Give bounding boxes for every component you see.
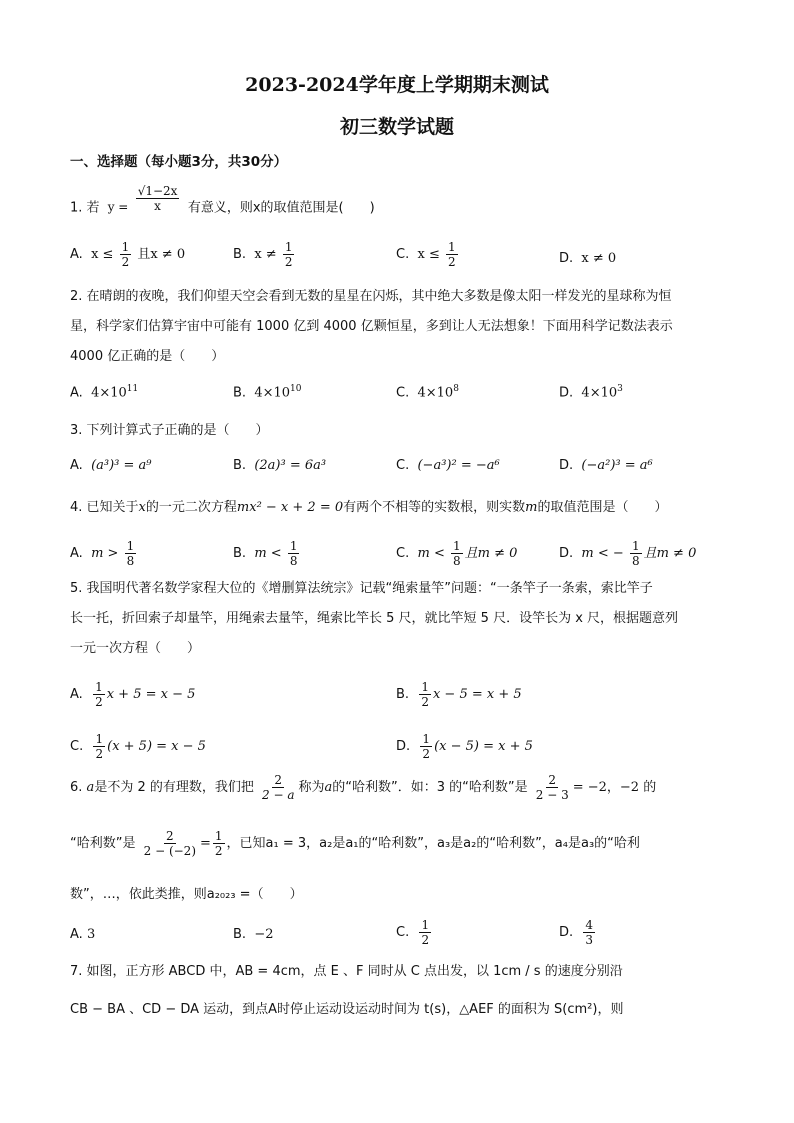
q2-option-c[interactable]: C. $4\times 10^8$	[396, 384, 459, 401]
q1-option-d[interactable]: D. x ≠ 0	[559, 251, 617, 266]
question-6-line-2: “哈利数”是 $\frac{2}{2 - (-2)}$ = $\frac{1}{2}$ ，已知a₁ = 3，a₂是a₁的“哈利数”，a₃是a₂的“哈利数”，a₄是a₃的“哈利	[70, 829, 640, 858]
q3-option-b[interactable]: B. (2a)³ = 6a³	[233, 458, 327, 473]
q2-option-d[interactable]: D. $4\times 10^3$	[559, 384, 623, 401]
q2-option-a[interactable]: A. $4\times 10^{11}$	[70, 384, 139, 401]
q5-option-d[interactable]: D. $\frac{1}{2}$ (x − 5) = x + 5	[396, 732, 533, 761]
question-2-line-3: 4000 亿正确的是（ ）	[70, 349, 225, 364]
q2-option-b[interactable]: B. $4\times 10^{10}$	[233, 384, 302, 401]
question-5-line-3: 一元一次方程（ ）	[70, 641, 201, 656]
q6-option-d[interactable]: D. $\frac{4}{3}$	[559, 918, 594, 947]
exam-title: 2023-2024学年度上学期期末测试	[245, 74, 549, 96]
question-1-stem: 1. 若 y = $\frac{√1-2x}{x}$ 有意义，则x的取值范围是( )	[70, 190, 375, 226]
question-6-line-3: 数”，…，依此类推，则a₂₀₂₃ =（ ）	[70, 887, 303, 902]
q3-option-d[interactable]: D. (−a²)³ = a⁶	[559, 458, 653, 473]
section-heading: 一、选择题（每小题3分，共30分）	[70, 154, 288, 170]
q6-option-a[interactable]: A. 3	[70, 927, 96, 942]
q4-option-d[interactable]: D. m < − $\frac{1}{8}$ 且m ≠ 0	[559, 539, 697, 568]
q5-option-c[interactable]: C. $\frac{1}{2}$ (x + 5) = x − 5	[70, 732, 206, 761]
q6-option-c[interactable]: C. $\frac{1}{2}$	[396, 918, 430, 947]
question-2-line-2: 星，科学家们估算宇宙中可能有 1000 亿到 4000 亿颗恒星，多到让人无法想象！下面用科学记数法表示	[70, 319, 673, 334]
question-2-line-1: 2. 在晴朗的夜晚，我们仰望天空会看到无数的星星在闪烁，其中绝大多数是像太阳一样发光的星球称为恒	[70, 289, 672, 304]
question-7-line-1: 7. 如图，正方形 ABCD 中，AB = 4cm，点 E 、F 同时从 C 点出发，以 1cm / s 的速度分别沿	[70, 964, 623, 979]
q1-option-a[interactable]: A. x ≤ $\frac{1}{2}$ 且x ≠ 0	[70, 240, 186, 269]
question-5-line-1: 5. 我国明代著名数学家程大位的《增删算法统宗》记载“绳索量竿”问题：“一条竿子一条索，索比竿子	[70, 581, 653, 596]
q4-option-a[interactable]: A. m > $\frac{1}{8}$	[70, 539, 135, 568]
q1-option-b[interactable]: B. x ≠ $\frac{1}{2}$	[233, 240, 293, 269]
q4-option-b[interactable]: B. m < $\frac{1}{8}$	[233, 539, 298, 568]
question-4-stem: 4. 已知关于x的一元二次方程mx² − x + 2 = 0有两个不相等的实数根，则实数m的取值范围是（ ）	[70, 500, 668, 515]
question-6-line-1: 6. a是不为 2 的有理数，我们把 $\frac{2}{2 - a}$ 称为a的“哈利数”．如：3 的“哈利数”是 $\frac{2}{2 - 3}$ = −2，−2 的	[70, 773, 657, 802]
question-5-line-2: 长一托，折回索子却量竿，用绳索去量竿，绳索比竿长 5 尺，就比竿短 5 尺．设竿长为 x 尺，根据题意列	[70, 611, 679, 626]
q6-option-b[interactable]: B. −2	[233, 927, 274, 942]
q4-option-c[interactable]: C. m < $\frac{1}{8}$ 且m ≠ 0	[396, 539, 518, 568]
q3-option-a[interactable]: A. (a³)³ = a⁹	[70, 458, 152, 473]
q3-option-c[interactable]: C. (−a³)² = −a⁶	[396, 458, 500, 473]
exam-subtitle: 初三数学试题	[339, 116, 454, 138]
question-7-line-2: CB − BA 、CD − DA 运动，到点A时停止运动设运动时间为 t(s)，△AEF 的面积为 S(cm²)，则	[70, 1002, 624, 1017]
question-3-stem: 3. 下列计算式子正确的是（ ）	[70, 423, 269, 438]
q5-option-a[interactable]: A. $\frac{1}{2}$ x + 5 = x − 5	[70, 680, 196, 709]
q1-expression: y = $\frac{√1-2x}{x}$	[107, 184, 178, 214]
q1-option-c[interactable]: C. x ≤ $\frac{1}{2}$	[396, 240, 456, 269]
q5-option-b[interactable]: B. $\frac{1}{2}$ x − 5 = x + 5	[396, 680, 522, 709]
